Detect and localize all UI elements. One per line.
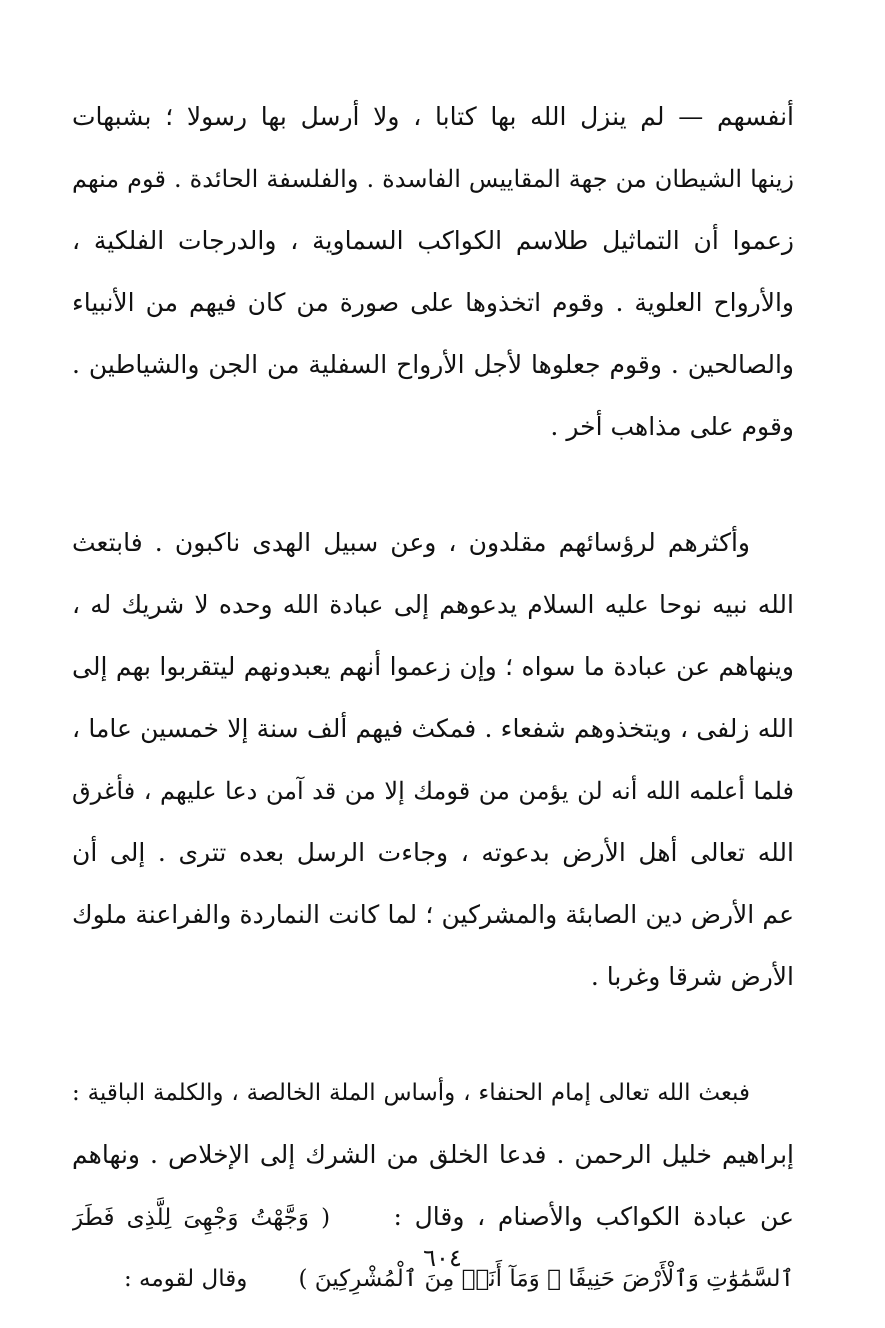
text-line: إبراهيم خليل الرحمن . فدعا الخلق من الشرك إلى الإخلاص . ونهاهم xyxy=(72,1140,794,1169)
text-line: زعموا أن التماثيل طلاسم الكواكب السماوية ، والدرجات الفلكية ، xyxy=(72,226,794,255)
text-line-with-verse xyxy=(72,1186,794,1248)
page-number: ٦٠٤ xyxy=(423,1244,462,1272)
text-line: وأكثرهم لرؤسائهم مقلدون ، وعن سبيل الهدى ناكبون . فابتعث xyxy=(72,528,750,557)
paragraph-3 xyxy=(72,1062,794,1310)
text-line: فبعث الله تعالى إمام الحنفاء ، وأساس الملة الخالصة ، والكلمة الباقية : xyxy=(72,1080,750,1106)
text-line: والأرواح العلوية . وقوم اتخذوها على صورة من كان فيهم من الأنبياء xyxy=(72,288,794,317)
text-line: الله نبيه نوحا عليه السلام يدعوهم إلى عبادة الله وحده لا شريك له ، xyxy=(72,590,794,619)
quran-verse-end: ٱلسَّمَٰوَٰتِ وَٱلْأَرْضَ حَنِيفًا ۖ وَمَآ أَنَا۠ مِنَ ٱلْمُشْرِكِينَ ) xyxy=(298,1266,794,1292)
text-line: والصالحين . وقوم جعلوها لأجل الأرواح السفلية من الجن والشياطين . xyxy=(72,350,794,379)
text-line: وينهاهم عن عبادة ما سواه ؛ وإن زعموا أنهم يعبدونهم ليتقربوا بهم إلى xyxy=(72,652,794,681)
text-line: فلما أعلمه الله أنه لن يؤمن من قومك إلا من قد آمن دعا عليهم ، فأغرق xyxy=(72,777,794,805)
text-line: زينها الشيطان من جهة المقاييس الفاسدة . والفلسفة الحائدة . قوم منهم xyxy=(72,165,794,193)
text-line: وقوم على مذاهب أخر . xyxy=(550,412,794,441)
paragraph-gap xyxy=(72,458,794,512)
text-segment: وقال لقومه : xyxy=(123,1266,248,1292)
paragraph-2 xyxy=(72,512,794,1008)
text-line: الأرض شرقا وغربا . xyxy=(590,962,794,991)
text-line: الله زلفى ، ويتخذوهم شفعاء . فمكث فيهم ألف سنة إلا خمسين عاما ، xyxy=(72,714,794,743)
text-line: الله تعالى أهل الأرض بدعوته ، وجاءت الرسل بعده تترى . إلى أن xyxy=(72,838,794,867)
text-line: أنفسهم — لم ينزل الله بها كتابا ، ولا أرسل بها رسولا ؛ بشبهات xyxy=(72,102,794,131)
paragraph-gap xyxy=(72,1008,794,1062)
quran-verse-start: ( وَجَّهْتُ وَجْهِىَ لِلَّذِى فَطَرَ xyxy=(72,1205,331,1231)
text-segment: عن عبادة الكواكب والأصنام ، وقال : xyxy=(393,1202,794,1231)
text-line: عم الأرض دين الصابئة والمشركين ؛ لما كانت النماردة والفراعنة ملوك xyxy=(72,900,794,929)
page-body xyxy=(72,86,794,1310)
paragraph-1 xyxy=(72,86,794,458)
